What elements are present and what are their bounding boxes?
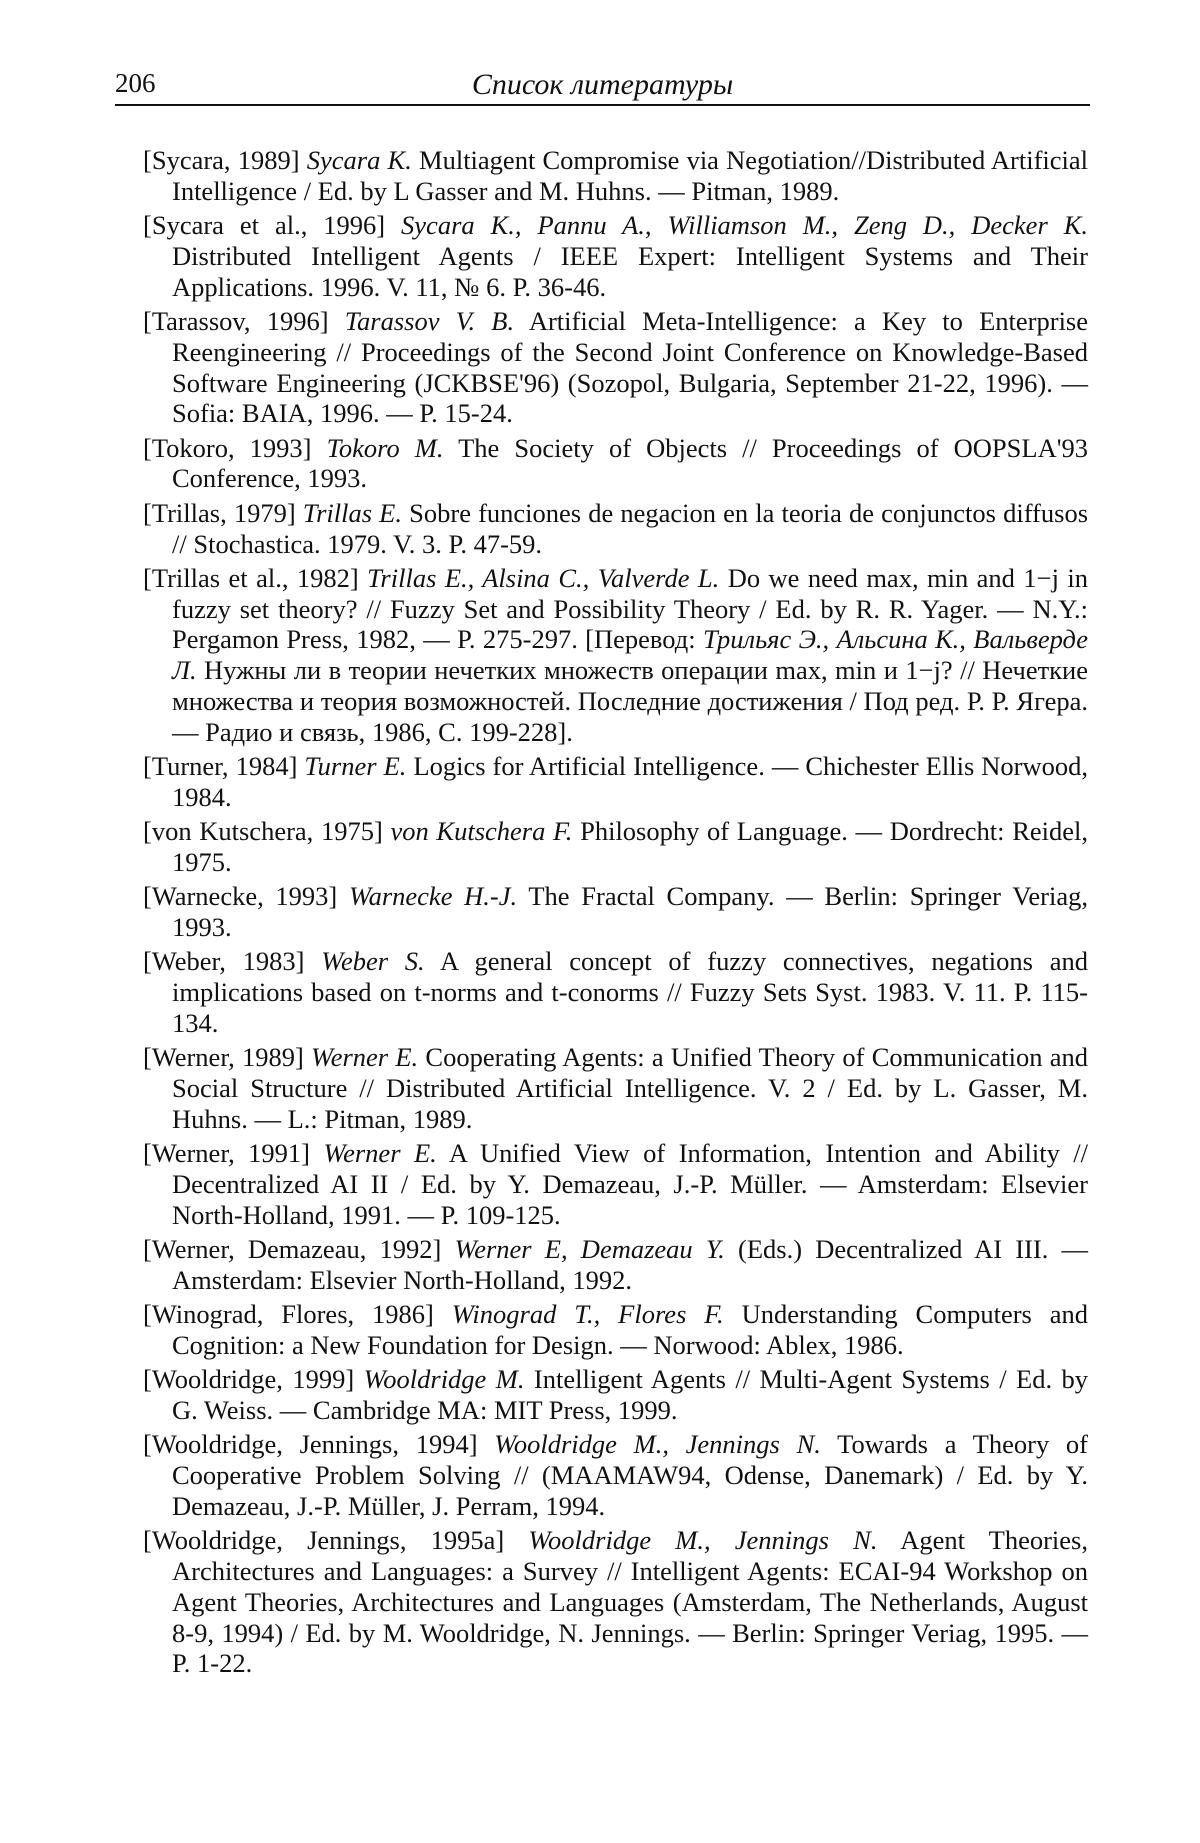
reference-entry <box>143 946 1088 1038</box>
reference-key: [Wooldridge, Jennings, 1995a] <box>143 1525 505 1556</box>
reference-text: Logics for Artificial Intelligence. — Chichester Ellis Norwood, 1984. <box>172 751 1088 812</box>
reference-entry <box>143 1042 1088 1134</box>
reference-text: The Fractal Company. — Berlin: Springer Veriag, 1993. <box>172 881 1088 943</box>
reference-entry <box>143 816 1088 878</box>
reference-authors: von Kutschera F. <box>390 816 573 847</box>
reference-authors: Wooldridge M., Jennings N. <box>528 1525 878 1556</box>
reference-entry <box>143 881 1088 943</box>
reference-key: [Winograd, Flores, 1986] <box>143 1299 434 1330</box>
reference-text: Intelligent Agents // Multi-Agent Systems / Ed. by G. Weiss. — Cambridge MA: MIT Press, 1999. <box>172 1364 1089 1426</box>
reference-translation-text: Нужны ли в теории нечетких множеств операции max, min и 1−j? // Нечеткие множества и теория возможностей. Последние достижения / Под ред. Р. Р. Ягера. — Радио и связь, 1986, С. 199-228]. <box>172 655 1089 747</box>
reference-entry <box>143 210 1088 302</box>
reference-text: Sobre funciones de negacion en la teoria de conjunctos diffusos // Stochastica. 1979. V. 3. P. 47-59. <box>172 497 1089 559</box>
reference-authors: Warnecke H.-J. <box>348 881 518 912</box>
reference-key: [Trillas et al., 1982] <box>143 562 359 593</box>
reference-entry <box>143 1525 1088 1679</box>
header-rule <box>115 104 1090 106</box>
reference-text: Cooperating Agents: a Unified Theory of Communication and Social Structure // Distributed Artificial Intelligence. V. 2 / Ed. by L. Gasser, M. Huhns. — L.: Pitman, 1989. <box>172 1042 1089 1134</box>
reference-authors: Werner E. <box>323 1138 437 1169</box>
reference-authors: Weber S. <box>321 946 425 977</box>
reference-authors: Trillas E., Alsina C., Valverde L. <box>367 562 720 593</box>
reference-entry <box>143 145 1088 207</box>
page-number: 206 <box>115 68 156 98</box>
reference-text: The Society of Objects // Proceedings of OOPSLA'93 Conference, 1993. <box>172 432 1088 494</box>
reference-authors: Werner E, Demazeau Y. <box>454 1234 725 1265</box>
reference-authors: Tarassov V. B. <box>344 305 515 336</box>
reference-key: [Werner, 1991] <box>143 1138 310 1169</box>
reference-text: A general concept of fuzzy connectives, negations and implications based on t-norms and t-conorms // Fuzzy Sets Syst. 1983. V. 11. P. 115-134. <box>172 946 1089 1039</box>
reference-key: [Werner, 1989] <box>143 1042 304 1073</box>
reference-key: [Wooldridge, 1999] <box>143 1364 355 1395</box>
reference-key: [Turner, 1984] <box>143 751 298 782</box>
reference-authors: Wooldridge M. <box>363 1364 525 1395</box>
reference-translation-authors: Трильяс Э., Альсина К., Вальверде Л. <box>172 624 1088 686</box>
reference-text: Towards a Theory of Cooperative Problem Solving // (MAAMAW94, Odense, Danemark) / Ed. by Y. Demazeau, J.-P. Müller, J. Perram, 1994. <box>172 1429 1088 1521</box>
reference-text: Distributed Intelligent Agents / IEEE Expert: Intelligent Systems and Their Applications. 1996. V. 11, № 6. P. 36-46. <box>172 240 1088 302</box>
reference-authors: Trillas E. <box>302 497 402 528</box>
reference-entry <box>143 563 1088 748</box>
reference-key: [Weber, 1983] <box>143 946 305 977</box>
reference-key: [Sycara, 1989] <box>143 145 300 175</box>
reference-entry <box>143 306 1088 429</box>
reference-text: A Unified View of Information, Intention and Ability // Decentralized AI II / Ed. by Y. Demazeau, J.-P. Müller. — Amsterdam: Elsevier North-Holland, 1991. — P. 109-125. <box>172 1138 1089 1230</box>
reference-entry <box>143 1234 1088 1296</box>
reference-text: Artificial Meta-Intelligence: a Key to Enterprise Reengineering // Proceedings of the Second Joint Conference on Knowledge-Based Software Engineering (JCKBSE'96) (Sozopol, Bulgaria, September 21-22, 1996). — Sofia: BAIA, 1996. — P. 15-24. <box>172 305 1089 429</box>
reference-text: (Eds.) Decentralized AI III. — Amsterdam: Elsevier North-Holland, 1992. <box>172 1234 1089 1295</box>
reference-authors: Sycara K. <box>306 145 412 175</box>
reference-key: [Wooldridge, Jennings, 1994] <box>143 1429 478 1460</box>
reference-list <box>143 145 1088 1683</box>
reference-entry <box>143 1429 1088 1521</box>
running-title: Список литературы <box>471 68 734 101</box>
reference-authors: Werner E. <box>311 1042 419 1073</box>
reference-text: Multiagent Compromise via Negotiation//Distributed Artificial Intelligence / Ed. by L Gasser and M. Huhns. — Pitman, 1989. <box>172 145 1089 206</box>
reference-entry <box>143 1138 1088 1230</box>
reference-key: [Sycara et al., 1996] <box>143 210 386 241</box>
reference-authors: Wooldridge M., Jennings N. <box>494 1429 821 1460</box>
reference-key: [Tokoro, 1993] <box>143 432 312 463</box>
reference-authors: Winograd T., Flores F. <box>451 1299 724 1330</box>
reference-entry <box>143 1299 1088 1361</box>
reference-authors: Turner E. <box>304 751 407 782</box>
page-header <box>115 68 1090 108</box>
reference-key: [von Kutschera, 1975] <box>143 816 383 847</box>
reference-text: Philosophy of Language. — Dordrecht: Reidel, 1975. <box>172 816 1088 878</box>
reference-key: [Werner, Demazeau, 1992] <box>143 1234 442 1265</box>
reference-entry <box>143 751 1088 813</box>
reference-key: [Trillas, 1979] <box>143 497 296 528</box>
reference-entry <box>143 498 1088 560</box>
reference-text: Do we need max, min and 1−j in fuzzy set theory? // Fuzzy Set and Possibility Theory / Ed. by R. R. Yager. — N.Y.: Pergamon Press, 1982, — P. 275-297. [Перевод: <box>172 562 1088 655</box>
reference-authors: Sycara K., Pannu A., Williamson M., Zeng D., Decker K. <box>401 210 1089 241</box>
reference-entry <box>143 1364 1088 1426</box>
reference-entry <box>143 433 1088 495</box>
reference-key: [Warnecke, 1993] <box>143 881 338 912</box>
reference-text: Understanding Computers and Cognition: a New Foundation for Design. — Norwood: Ablex, 1986. <box>172 1299 1089 1360</box>
reference-authors: Tokoro M. <box>326 432 444 463</box>
reference-key: [Tarassov, 1996] <box>143 305 329 336</box>
reference-text: Agent Theories, Architectures and Languages: a Survey // Intelligent Agents: ECAI-94 Workshop on Agent Theories, Architectures and Languages (Amsterdam, The Netherlands, August 8-9, 1994) / Ed. by M. Wooldridge, N. Jennings. — Berlin: Springer Veriag, 1995. — P. 1-22. <box>172 1525 1088 1679</box>
